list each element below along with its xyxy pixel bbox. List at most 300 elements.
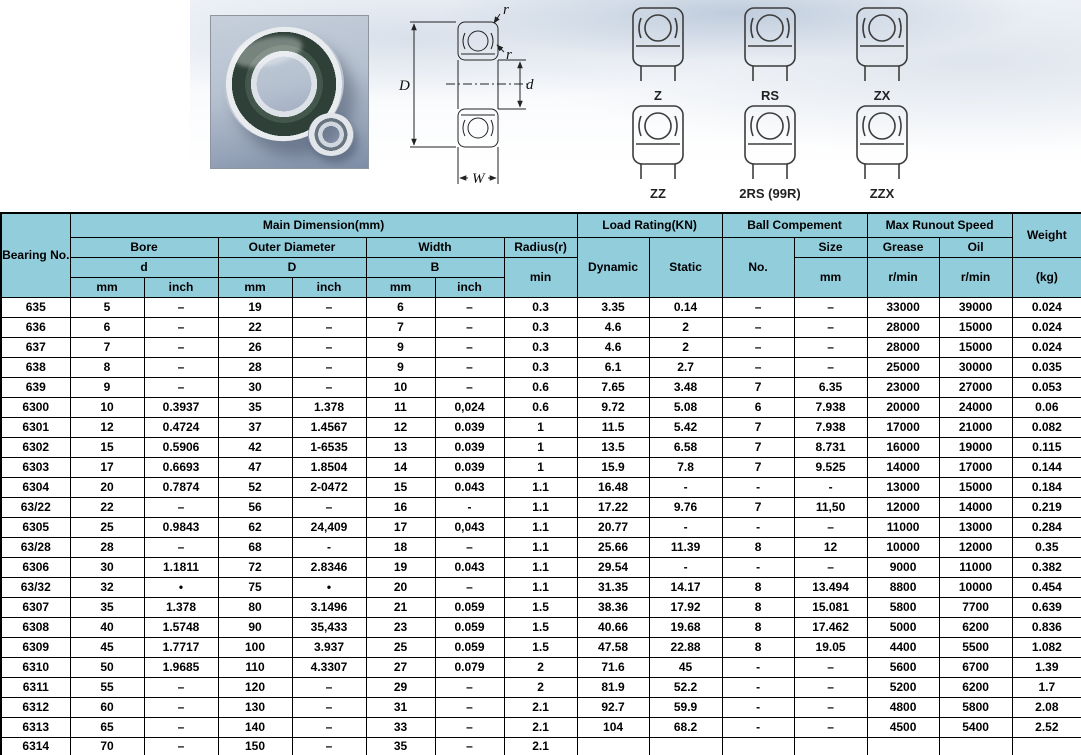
cell-load-static: - — [649, 557, 722, 577]
bearing-section-icon — [855, 6, 909, 84]
cell-bearing-no: 6312 — [1, 697, 70, 717]
header-outer-diameter: Outer Diameter — [218, 237, 366, 257]
cell-speed-oil: 19000 — [939, 437, 1012, 457]
cell-radius-min: 2 — [504, 677, 577, 697]
table-row — [1, 677, 1081, 697]
cell-radius-min: 0.6 — [504, 397, 577, 417]
bearing-type-z — [602, 6, 714, 104]
cell-radius-min: 2.1 — [504, 717, 577, 737]
cell-ball-size-mm: – — [794, 517, 867, 537]
cell-weight-kg: 0.836 — [1012, 617, 1081, 637]
cell-bore-mm: 25 — [70, 517, 144, 537]
cell-weight-kg: 0.082 — [1012, 417, 1081, 437]
cell-outer-diameter-mm: 47 — [218, 457, 292, 477]
cell-load-dynamic: 38.36 — [577, 597, 649, 617]
cell-load-dynamic: 104 — [577, 717, 649, 737]
dim-label-D: D — [399, 78, 410, 94]
cell-speed-grease: 9000 — [867, 557, 939, 577]
cell-speed-grease: 14000 — [867, 457, 939, 477]
bearing-photo — [210, 15, 369, 169]
cell-ball-size-mm: 6.35 — [794, 377, 867, 397]
cell-bore-inch: 0.3937 — [144, 397, 218, 417]
cell-width-inch: 0.039 — [435, 417, 504, 437]
cell-width-inch: 0.059 — [435, 617, 504, 637]
cell-speed-oil: 12000 — [939, 537, 1012, 557]
cell-ball-size-mm: – — [794, 297, 867, 317]
cell-weight-kg: 0.024 — [1012, 317, 1081, 337]
cell-radius-min: 1 — [504, 457, 577, 477]
cell-load-static: 17.92 — [649, 597, 722, 617]
cell-ball-size-mm: 17.462 — [794, 617, 867, 637]
cell-load-dynamic: 3.35 — [577, 297, 649, 317]
cell-load-dynamic: 9.72 — [577, 397, 649, 417]
cell-ball-no: 8 — [722, 537, 794, 557]
cell-width-inch: - — [435, 497, 504, 517]
table-row — [1, 397, 1081, 417]
cell-weight-kg — [1012, 737, 1081, 755]
cell-width-inch: 0.079 — [435, 657, 504, 677]
cell-bore-inch: 1.7717 — [144, 637, 218, 657]
cell-outer-diameter-inch: 1.8504 — [292, 457, 366, 477]
cell-bearing-no: 63/22 — [1, 497, 70, 517]
cell-outer-diameter-inch: – — [292, 717, 366, 737]
cell-width-mm: 15 — [366, 477, 435, 497]
cell-speed-grease: 10000 — [867, 537, 939, 557]
cell-radius-min: 0.6 — [504, 377, 577, 397]
table-row — [1, 697, 1081, 717]
cell-ball-size-mm: 12 — [794, 537, 867, 557]
cell-ball-no: - — [722, 717, 794, 737]
cell-weight-kg: 0.024 — [1012, 297, 1081, 317]
cell-width-mm: 16 — [366, 497, 435, 517]
cell-bore-mm: 50 — [70, 657, 144, 677]
table-row — [1, 537, 1081, 557]
cell-width-mm: 17 — [366, 517, 435, 537]
cell-outer-diameter-mm: 42 — [218, 437, 292, 457]
cell-speed-oil: 6200 — [939, 617, 1012, 637]
cell-load-static: 3.48 — [649, 377, 722, 397]
cell-speed-grease: 4500 — [867, 717, 939, 737]
cell-outer-diameter-inch: – — [292, 297, 366, 317]
cell-bore-mm: 32 — [70, 577, 144, 597]
cell-width-inch: – — [435, 297, 504, 317]
cell-width-mm: 21 — [366, 597, 435, 617]
cell-bearing-no: 6305 — [1, 517, 70, 537]
header-ball-no: No. — [722, 237, 794, 297]
cell-width-mm: 31 — [366, 697, 435, 717]
cell-radius-min: 2 — [504, 657, 577, 677]
cell-load-dynamic — [577, 737, 649, 755]
bearing-type-rs — [714, 6, 826, 104]
cell-outer-diameter-mm: 37 — [218, 417, 292, 437]
cell-ball-size-mm: – — [794, 697, 867, 717]
cell-weight-kg: 0.144 — [1012, 457, 1081, 477]
cell-speed-grease: 17000 — [867, 417, 939, 437]
cell-ball-size-mm: 7.938 — [794, 397, 867, 417]
cell-bore-inch: – — [144, 357, 218, 377]
cell-bearing-no: 636 — [1, 317, 70, 337]
cell-radius-min: 2.1 — [504, 697, 577, 717]
header-od-mm: mm — [218, 277, 292, 297]
cell-bore-inch: – — [144, 677, 218, 697]
cell-width-inch: – — [435, 677, 504, 697]
table-row — [1, 637, 1081, 657]
cell-speed-grease: 13000 — [867, 477, 939, 497]
cell-ball-size-mm: – — [794, 557, 867, 577]
cell-bore-inch: 1.378 — [144, 597, 218, 617]
cell-speed-oil: 14000 — [939, 497, 1012, 517]
header-width-inch: inch — [435, 277, 504, 297]
cell-bore-inch: – — [144, 717, 218, 737]
cell-width-mm: 20 — [366, 577, 435, 597]
cell-weight-kg: 0.184 — [1012, 477, 1081, 497]
cell-load-dynamic: 4.6 — [577, 337, 649, 357]
cell-load-static: 52.2 — [649, 677, 722, 697]
header-width: Width — [366, 237, 504, 257]
header-od-inch: inch — [292, 277, 366, 297]
cell-width-inch: – — [435, 697, 504, 717]
bearing-section-icon — [631, 104, 685, 182]
cell-ball-size-mm: 7.938 — [794, 417, 867, 437]
cell-load-static: 5.42 — [649, 417, 722, 437]
cell-width-inch: 0,024 — [435, 397, 504, 417]
bearing-type-label: ZZX — [869, 186, 895, 201]
cell-bearing-no: 6300 — [1, 397, 70, 417]
cell-width-inch: 0.039 — [435, 437, 504, 457]
cell-ball-size-mm: 19.05 — [794, 637, 867, 657]
cell-width-mm: 27 — [366, 657, 435, 677]
cell-outer-diameter-mm: 130 — [218, 697, 292, 717]
cell-outer-diameter-inch: 2.8346 — [292, 557, 366, 577]
cell-ball-size-mm: 11,50 — [794, 497, 867, 517]
cell-outer-diameter-mm: 75 — [218, 577, 292, 597]
cell-bore-inch: 1.1811 — [144, 557, 218, 577]
cell-ball-no: – — [722, 337, 794, 357]
cell-weight-kg: 1.082 — [1012, 637, 1081, 657]
cell-bearing-no: 63/32 — [1, 577, 70, 597]
cell-outer-diameter-mm: 19 — [218, 297, 292, 317]
cell-bore-inch: – — [144, 737, 218, 755]
cell-width-mm: 7 — [366, 317, 435, 337]
cell-bore-inch: 0.6693 — [144, 457, 218, 477]
cell-bore-mm: 55 — [70, 677, 144, 697]
cell-outer-diameter-inch: – — [292, 737, 366, 755]
cell-ball-no: – — [722, 317, 794, 337]
cell-outer-diameter-inch: 3.937 — [292, 637, 366, 657]
cell-outer-diameter-inch: 1.4567 — [292, 417, 366, 437]
bearing-type-2rs-99r — [714, 104, 826, 202]
cell-weight-kg: 0.382 — [1012, 557, 1081, 577]
cell-width-mm: 12 — [366, 417, 435, 437]
cell-speed-grease: 11000 — [867, 517, 939, 537]
cell-load-static: 5.08 — [649, 397, 722, 417]
cell-bore-mm: 9 — [70, 377, 144, 397]
cell-load-static: 7.8 — [649, 457, 722, 477]
cell-speed-grease: 4800 — [867, 697, 939, 717]
cell-weight-kg: 1.7 — [1012, 677, 1081, 697]
cell-weight-kg: 0.219 — [1012, 497, 1081, 517]
header-grease: Grease — [867, 237, 939, 257]
cell-radius-min: 0.3 — [504, 317, 577, 337]
cell-ball-no: - — [722, 557, 794, 577]
cell-ball-no: 6 — [722, 397, 794, 417]
cell-speed-oil — [939, 737, 1012, 755]
table-row — [1, 617, 1081, 637]
cell-width-inch: 0.059 — [435, 637, 504, 657]
cell-load-dynamic: 81.9 — [577, 677, 649, 697]
cell-radius-min: 1.5 — [504, 597, 577, 617]
cell-ball-no: 8 — [722, 637, 794, 657]
cell-bore-mm: 35 — [70, 597, 144, 617]
cell-load-static: 68.2 — [649, 717, 722, 737]
cell-speed-oil: 15000 — [939, 317, 1012, 337]
cell-bore-mm: 12 — [70, 417, 144, 437]
cell-bore-inch: – — [144, 497, 218, 517]
cell-width-mm: 23 — [366, 617, 435, 637]
cell-load-static: 59.9 — [649, 697, 722, 717]
bearing-type-label: ZZ — [650, 186, 666, 201]
cell-width-mm: 13 — [366, 437, 435, 457]
cell-radius-min: 1.1 — [504, 497, 577, 517]
cell-bore-inch: – — [144, 317, 218, 337]
header-oil: Oil — [939, 237, 1012, 257]
cell-load-static: 0.14 — [649, 297, 722, 317]
cell-outer-diameter-mm: 72 — [218, 557, 292, 577]
cell-width-inch: – — [435, 717, 504, 737]
table-row — [1, 457, 1081, 477]
cell-bearing-no: 6302 — [1, 437, 70, 457]
cell-bore-inch: 0.4724 — [144, 417, 218, 437]
cell-load-static: 22.88 — [649, 637, 722, 657]
cell-radius-min: 1 — [504, 437, 577, 457]
cell-bore-mm: 7 — [70, 337, 144, 357]
table-row — [1, 477, 1081, 497]
cell-speed-oil: 5400 — [939, 717, 1012, 737]
cell-speed-grease: 25000 — [867, 357, 939, 377]
cell-load-dynamic: 40.66 — [577, 617, 649, 637]
bearing-type-label: Z — [654, 88, 662, 103]
table-body — [1, 297, 1081, 755]
cell-radius-min: 1.1 — [504, 577, 577, 597]
cell-radius-min: 0.3 — [504, 337, 577, 357]
cell-bore-inch: – — [144, 697, 218, 717]
cell-ball-no: 7 — [722, 457, 794, 477]
cell-load-dynamic: 13.5 — [577, 437, 649, 457]
cell-bearing-no: 6307 — [1, 597, 70, 617]
cell-bore-mm: 15 — [70, 437, 144, 457]
cell-bore-inch: – — [144, 537, 218, 557]
cell-outer-diameter-mm: 56 — [218, 497, 292, 517]
cell-weight-kg: 0.024 — [1012, 337, 1081, 357]
header-B: B — [366, 257, 504, 277]
cell-load-static: 2 — [649, 337, 722, 357]
cell-radius-min: 0.3 — [504, 357, 577, 377]
bearing-type-label: 2RS (99R) — [739, 186, 801, 201]
cell-ball-no: - — [722, 517, 794, 537]
header-dynamic: Dynamic — [577, 237, 649, 297]
cell-speed-grease: 33000 — [867, 297, 939, 317]
cell-weight-kg: 0.639 — [1012, 597, 1081, 617]
cell-bore-inch: – — [144, 297, 218, 317]
cell-load-dynamic: 47.58 — [577, 637, 649, 657]
cell-width-inch: 0.039 — [435, 457, 504, 477]
cell-outer-diameter-inch: - — [292, 537, 366, 557]
cell-ball-size-mm: – — [794, 357, 867, 377]
cell-speed-grease: 8800 — [867, 577, 939, 597]
cell-radius-min: 1 — [504, 417, 577, 437]
cell-width-mm: 9 — [366, 337, 435, 357]
dim-label-d: d — [526, 77, 534, 93]
cell-bore-mm: 30 — [70, 557, 144, 577]
cell-bore-mm: 20 — [70, 477, 144, 497]
cell-ball-no: 8 — [722, 597, 794, 617]
bearing-spec-table — [0, 212, 1081, 755]
header-D: D — [218, 257, 366, 277]
cell-radius-min: 2.1 — [504, 737, 577, 755]
cell-ball-no: 7 — [722, 417, 794, 437]
cell-bore-inch: • — [144, 577, 218, 597]
cell-speed-grease: 5800 — [867, 597, 939, 617]
header-bore: Bore — [70, 237, 218, 257]
cell-radius-min: 1.1 — [504, 557, 577, 577]
cell-load-dynamic: 25.66 — [577, 537, 649, 557]
cell-outer-diameter-inch: – — [292, 337, 366, 357]
cell-outer-diameter-mm: 22 — [218, 317, 292, 337]
cell-ball-size-mm: – — [794, 337, 867, 357]
cell-speed-oil: 6200 — [939, 677, 1012, 697]
cell-bore-mm: 22 — [70, 497, 144, 517]
table-row — [1, 497, 1081, 517]
table-row — [1, 337, 1081, 357]
cell-width-mm: 33 — [366, 717, 435, 737]
cell-radius-min: 1.1 — [504, 517, 577, 537]
cell-load-dynamic: 17.22 — [577, 497, 649, 517]
cell-load-static — [649, 737, 722, 755]
bearing-type-label: RS — [760, 88, 780, 103]
cell-speed-oil: 5800 — [939, 697, 1012, 717]
cell-width-inch: 0,043 — [435, 517, 504, 537]
cell-bore-inch: 1.9685 — [144, 657, 218, 677]
cell-bore-mm: 45 — [70, 637, 144, 657]
cell-bore-mm: 70 — [70, 737, 144, 755]
cell-outer-diameter-inch: 3.1496 — [292, 597, 366, 617]
cell-bore-mm: 28 — [70, 537, 144, 557]
cell-width-inch: – — [435, 377, 504, 397]
header-ball-compement: Ball Compement — [722, 213, 867, 237]
cell-width-inch: – — [435, 537, 504, 557]
cell-bore-inch: 0.9843 — [144, 517, 218, 537]
cell-ball-no: - — [722, 697, 794, 717]
header-d: d — [70, 257, 218, 277]
cell-width-mm: 18 — [366, 537, 435, 557]
cell-speed-grease: 5200 — [867, 677, 939, 697]
cell-ball-no: - — [722, 657, 794, 677]
cell-bore-inch: 0.7874 — [144, 477, 218, 497]
cell-speed-oil: 30000 — [939, 357, 1012, 377]
cell-load-static: 9.76 — [649, 497, 722, 517]
cell-speed-oil: 27000 — [939, 377, 1012, 397]
cell-bearing-no: 638 — [1, 357, 70, 377]
table-row — [1, 717, 1081, 737]
cell-bearing-no: 6303 — [1, 457, 70, 477]
bearing-type-diagrams — [602, 6, 938, 202]
cell-outer-diameter-inch: • — [292, 577, 366, 597]
cell-speed-grease: 5000 — [867, 617, 939, 637]
bearing-section-icon — [743, 6, 797, 84]
cell-ball-no: 8 — [722, 577, 794, 597]
cell-ball-no: - — [722, 677, 794, 697]
cell-ball-no: 7 — [722, 377, 794, 397]
cell-weight-kg: 0.053 — [1012, 377, 1081, 397]
cell-weight-kg: 0.284 — [1012, 517, 1081, 537]
cell-ball-size-mm: – — [794, 677, 867, 697]
cell-speed-oil: 15000 — [939, 337, 1012, 357]
cell-width-inch: 0.043 — [435, 557, 504, 577]
cell-outer-diameter-mm: 80 — [218, 597, 292, 617]
cell-ball-size-mm: 8.731 — [794, 437, 867, 457]
cell-bearing-no: 6314 — [1, 737, 70, 755]
bearing-type-zx — [826, 6, 938, 104]
cell-speed-grease: 16000 — [867, 437, 939, 457]
cell-weight-kg: 0.454 — [1012, 577, 1081, 597]
table-row — [1, 517, 1081, 537]
cell-load-dynamic: 7.65 — [577, 377, 649, 397]
cell-weight-kg: 1.39 — [1012, 657, 1081, 677]
header-bore-inch: inch — [144, 277, 218, 297]
cell-outer-diameter-inch: – — [292, 497, 366, 517]
cell-speed-oil: 10000 — [939, 577, 1012, 597]
cell-speed-oil: 13000 — [939, 517, 1012, 537]
cell-ball-no: 7 — [722, 497, 794, 517]
cell-load-dynamic: 16.48 — [577, 477, 649, 497]
table-row — [1, 417, 1081, 437]
cell-load-dynamic: 92.7 — [577, 697, 649, 717]
cell-speed-grease: 20000 — [867, 397, 939, 417]
header-max-runout: Max Runout Speed — [867, 213, 1012, 237]
table-row — [1, 357, 1081, 377]
bearing-type-zzx — [826, 104, 938, 202]
cell-ball-size-mm: 9.525 — [794, 457, 867, 477]
header-ball-size: Size — [794, 237, 867, 257]
table-row — [1, 657, 1081, 677]
cell-width-inch: – — [435, 577, 504, 597]
cell-bearing-no: 6304 — [1, 477, 70, 497]
cell-outer-diameter-mm: 150 — [218, 737, 292, 755]
cell-bearing-no: 6313 — [1, 717, 70, 737]
cell-bore-mm: 6 — [70, 317, 144, 337]
small-bearing-image — [308, 113, 354, 156]
cell-radius-min: 1.1 — [504, 537, 577, 557]
cell-outer-diameter-mm: 26 — [218, 337, 292, 357]
table-row — [1, 577, 1081, 597]
cell-outer-diameter-mm: 90 — [218, 617, 292, 637]
cell-outer-diameter-mm: 62 — [218, 517, 292, 537]
cell-width-mm: 14 — [366, 457, 435, 477]
cell-speed-grease: 4400 — [867, 637, 939, 657]
cell-outer-diameter-inch: 1-6535 — [292, 437, 366, 457]
header-static: Static — [649, 237, 722, 297]
cell-bore-inch: 0.5906 — [144, 437, 218, 457]
cell-outer-diameter-mm: 68 — [218, 537, 292, 557]
cell-speed-grease: 23000 — [867, 377, 939, 397]
cell-ball-no: 8 — [722, 617, 794, 637]
cell-weight-kg: 0.115 — [1012, 437, 1081, 457]
cell-load-dynamic: 20.77 — [577, 517, 649, 537]
bearing-section-icon — [743, 104, 797, 182]
cell-load-static: - — [649, 477, 722, 497]
cell-speed-oil: 11000 — [939, 557, 1012, 577]
cell-outer-diameter-mm: 52 — [218, 477, 292, 497]
